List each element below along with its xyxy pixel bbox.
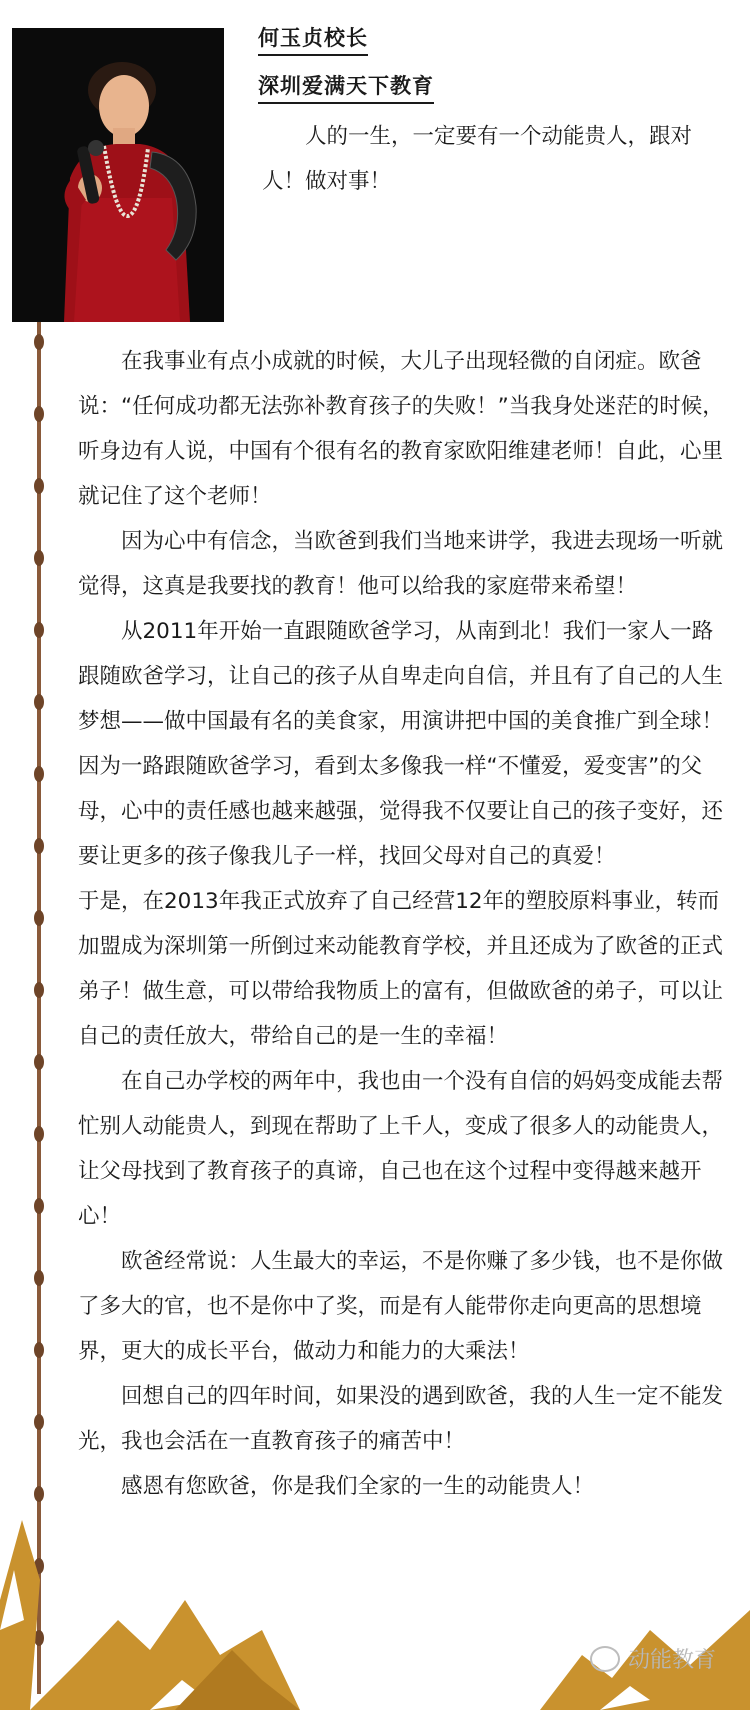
wechat-icon xyxy=(590,1646,620,1672)
paragraph: 于是，在2013年我正式放弃了自己经营12年的塑胶原料事业，转而加盟成为深圳第一所倒过来动能教育学校，并且还成为了欧爸的正式弟子！做生意，可以带给我物质上的富有，但做欧爸的弟子，可以让自己的责任放大，带给自己的是一生的幸福！ xyxy=(78,889,724,1049)
portrait-photo xyxy=(12,28,224,322)
article-body xyxy=(78,339,726,1509)
paragraph: 从2011年开始一直跟随欧爸学习，从南到北！我们一家人一路跟随欧爸学习，让自己的孩子从自卑走向自信，并且有了自己的人生梦想——做中国最有名的美食家，用演讲把中国的美食推广到全球！因为一路跟随欧爸学习，看到太多像我一样“不懂爱，爱变害”的父母，心中的责任感也越来越强，觉得我不仅要让自己的孩子变好，还要让更多的孩子像我儿子一样，找回父母对自己的真爱！ xyxy=(78,619,724,869)
paragraph: 因为心中有信念，当欧爸到我们当地来讲学，我进去现场一听就觉得，这真是我要找的教育！他可以给我的家庭带来希望！ xyxy=(78,529,724,599)
paragraph: 在自己办学校的两年中，我也由一个没有自信的妈妈变成能去帮忙别人动能贵人，到现在帮助了上千人，变成了很多人的动能贵人，让父母找到了教育孩子的真谛，自己也在这个过程中变得越来越开心！ xyxy=(78,1069,724,1229)
watermark xyxy=(590,1643,716,1674)
paragraph: 欧爸经常说：人生最大的幸运，不是你赚了多少钱，也不是你做了多大的官，也不是你中了奖，而是有人能带你走向更高的思想境界，更大的成长平台，做动力和能力的大乘法！ xyxy=(78,1249,724,1364)
paragraph: 回想自己的四年时间，如果没的遇到欧爸，我的人生一定不能发光，我也会活在一直教育孩子的痛苦中！ xyxy=(78,1384,724,1454)
principal-name: 何玉贞校长 xyxy=(258,22,368,56)
portrait-illustration xyxy=(12,28,224,322)
watermark-text: 动能教育 xyxy=(627,1648,716,1673)
paragraph: 在我事业有点小成就的时候，大儿子出现轻微的自闭症。欧爸说：“任何成功都无法弥补教育孩子的失败！”当我身处迷茫的时候，听身边有人说，中国有个很有名的教育家欧阳维建老师！自此，心里就记住了这个老师！ xyxy=(78,349,724,509)
intro-paragraph: 人的一生，一定要有一个动能贵人，跟对人！做对事！ xyxy=(262,124,693,194)
paragraph: 感恩有您欧爸，你是我们全家的一生的动能贵人！ xyxy=(78,1474,595,1499)
organization-name: 深圳爱满天下教育 xyxy=(258,70,434,104)
